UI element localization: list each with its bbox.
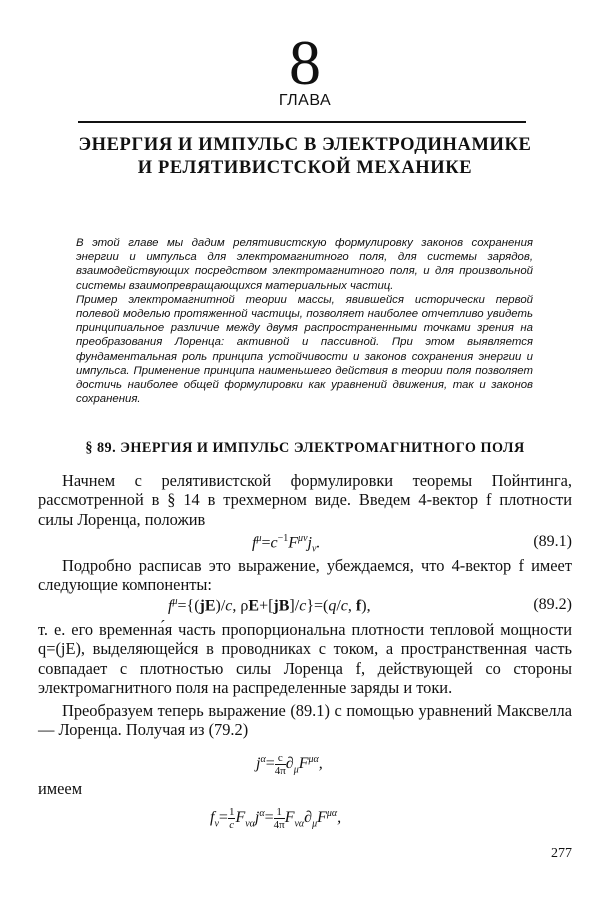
paragraph-3: т. е. его временна́я часть пропорциональна плотности тепловой мощности q=(jE), выделяющейся в проводниках с током, а пространственная часть совпадает с плотностью силы Лоренца f, действующей со стороны электромагнитного поля на распределенные заряды и токи.: [38, 620, 572, 697]
chapter-title-line2: И РЕЛЯТИВИСТСКОЙ МЕХАНИКЕ: [137, 158, 473, 178]
paragraph-5: имеем: [38, 779, 83, 798]
equation-current-from-field: [38, 752, 572, 780]
paragraph-2-block: [38, 556, 572, 595]
paragraph-4: Преобразуем теперь выражение (89.1) с помощью уравнений Максвелла — Лоренца. Получая из (79.2): [38, 701, 572, 740]
chapter-title-line1: ЭНЕРГИЯ И ИМПУЛЬС В ЭЛЕКТРОДИНАМИКЕ: [78, 135, 532, 155]
chapter-label: ГЛАВА: [278, 92, 332, 109]
section-heading: § 89. ЭНЕРГИЯ И ИМПУЛЬС ЭЛЕКТРОМАГНИТНОГО ПОЛЯ: [85, 440, 525, 456]
chapter-abstract: [76, 236, 533, 406]
equation-89-1-formula: $f^\mu=c^{-1}F^{\mu\nu}j_\nu$.: [252, 533, 321, 555]
chapter-rule: [78, 121, 526, 123]
paragraph-4-block: [38, 701, 572, 740]
page-number: 277: [551, 846, 572, 861]
equation-force-expansion: [38, 806, 572, 834]
equation-89-2: [38, 596, 572, 618]
paragraph-2: Подробно расписав это выражение, убеждаемся, что 4-вектор f имеет следующие компоненты:: [38, 556, 572, 595]
paragraph-5-block: [38, 779, 572, 798]
equation-89-1-number: (89.1): [533, 533, 572, 550]
equation-89-2-number: (89.2): [533, 596, 572, 613]
equation-89-1: [38, 533, 572, 555]
chapter-title: [30, 134, 580, 180]
equation-force-formula: $f_\nu=$ $\frac{1}{c}$ $F_{\nu\alpha}j^\alpha=$ $\frac{1}{4\pi}$ $F_{\nu\alpha}\partial_\mu F^{\mu\alpha}$,: [210, 806, 342, 831]
paragraph-1-block: [38, 471, 572, 529]
abstract-paragraph-2: Пример электромагнитной теории массы, явившейся исторически первой полевой моделью протяженной частицы, позволяет наиболее отчетливо увидеть принципиальное различие между двумя распространенными точками зрения на преобразования Лоренца: активной и пассивной. При этом выявляется фундаментальная роль принципа устойчивости и законов сохранения энергии и импульса. Применение принципа наименьшего действия в теории поля позволяет достичь наиболее общей формулировки как уравнений движения, так и законов сохранения.: [76, 293, 533, 406]
equation-current-formula: $j^\alpha=$ $\frac{c}{4\pi}$ $\partial_\mu F^{\mu\alpha}$,: [256, 752, 323, 777]
equation-89-2-formula: $f^\mu=\{(jE)/c$, ρE+[jB]/c}=(q/c, f),: [168, 596, 371, 615]
paragraph-3-block: [38, 620, 572, 697]
paragraph-1: Начнем с релятивистской формулировки теоремы Пойнтинга, рассмотренной в § 14 в трехмерном виде. Введем 4-вектор f плотности силы Лоренца, положив: [38, 471, 572, 529]
abstract-paragraph-1: В этой главе мы дадим релятивистскую формулировку законов сохранения энергии и импульса для электромагнитного поля, для системы зарядов, взаимодействующих посредством электромагнитного поля, и для произвольной системы взаимопревращающихся материальных частиц.: [76, 237, 533, 292]
chapter-number: 8: [289, 27, 321, 98]
